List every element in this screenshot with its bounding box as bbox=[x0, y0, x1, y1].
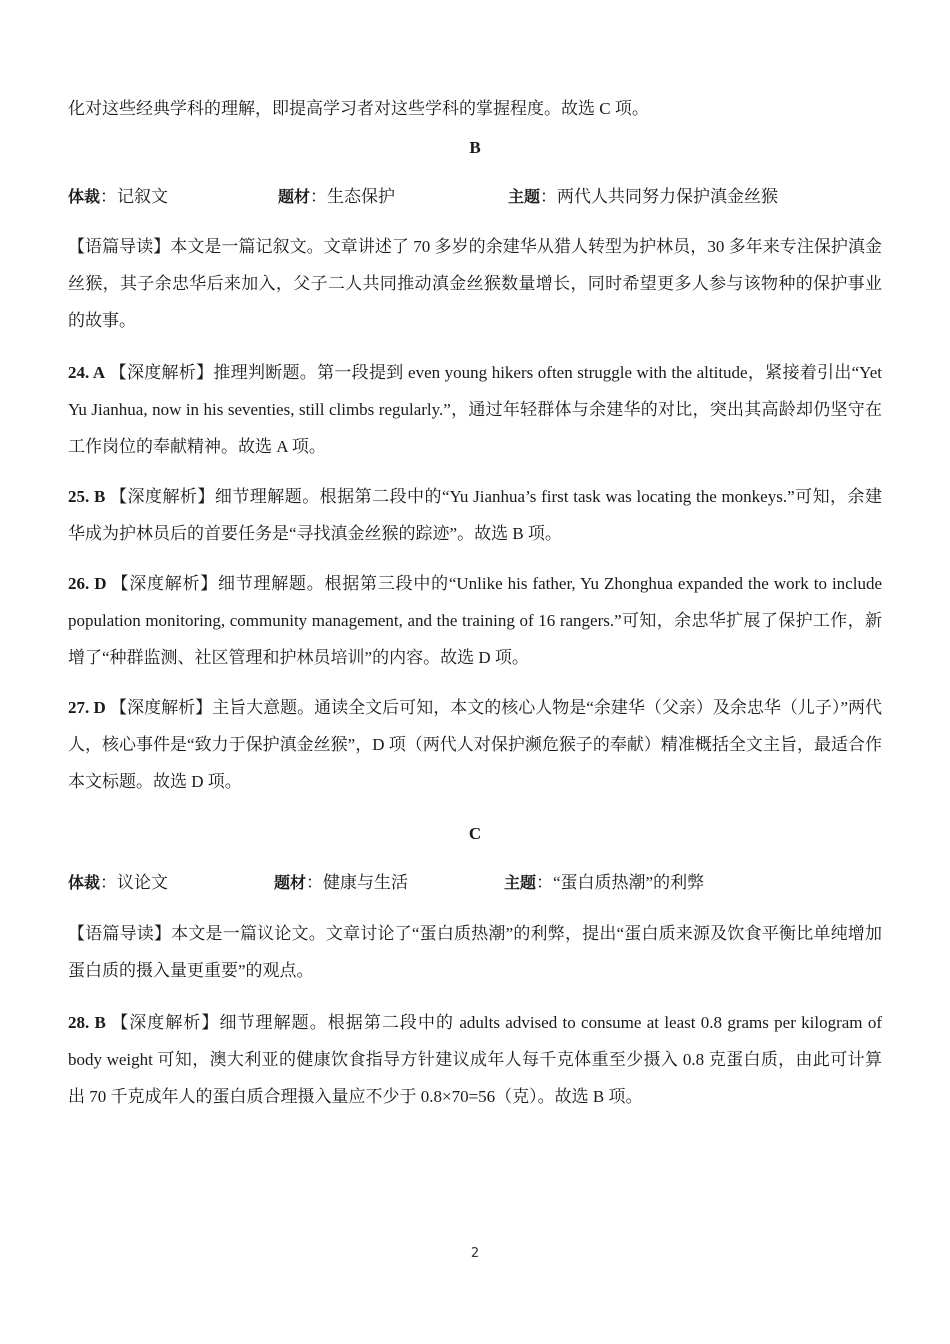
section-c-intro: 【语篇导读】本文是一篇议论文。文章讨论了“蛋白质热潮”的利弊，提出“蛋白质来源及饮食平衡比单纯增加蛋白质的摄入量更重要”的观点。 bbox=[68, 924, 882, 980]
continued-text: 化对这些经典学科的理解，即提高学习者对这些学科的掌握程度。故选 C 项。 bbox=[68, 99, 649, 118]
theme-field: 主题：“蛋白质热潮”的利弊 bbox=[504, 873, 705, 892]
topic-field: 题材：健康与生活 bbox=[274, 873, 409, 892]
section-c-heading: C bbox=[468, 824, 482, 843]
genre-field: 体裁：记叙文 bbox=[68, 187, 169, 206]
section-b-intro: 【语篇导读】本文是一篇记叙文。文章讲述了 70 多岁的余建华从猎人转型为护林员，30 多年来专注保护滇金丝猴，其子余忠华后来加入，父子二人共同推动滇金丝猴数量增长，同时希望更多人参与该物种的保护事业的故事。 bbox=[68, 237, 882, 330]
theme-field: 主题：两代人共同努力保护滇金丝猴 bbox=[508, 187, 779, 206]
genre-field: 体裁：议论文 bbox=[68, 873, 169, 892]
question-26: 26. D 【深度解析】细节理解题。根据第三段中的“Unlike his father, Yu Zhonghua expanded the work to include population monitoring, community management, and the training of 16 rangers.”可知，余忠华扩展了保护工作，新增了“种群监测、社区管理和护林员培训”的内容。故选 D 项。 bbox=[68, 574, 882, 667]
topic-field: 题材：生态保护 bbox=[278, 187, 396, 206]
question-27: 27. D 【深度解析】主旨大意题。通读全文后可知，本文的核心人物是“余建华（父亲）及余忠华（儿子）”两代人，核心事件是“致力于保护滇金丝猴”，D 项（两代人对保护濒危猴子的奉献）精准概括全文主旨，最适合作本文标题。故选 D 项。 bbox=[68, 698, 883, 791]
section-b-heading: B bbox=[469, 138, 481, 157]
page-number: 2 bbox=[470, 1246, 480, 1261]
question-28: 28. B 【深度解析】细节理解题。根据第二段中的 adults advised to consume at least 0.8 grams per kilogram of body weight 可知，澳大利亚的健康饮食指导方针建议成年人每千克体重至少摄入 0.8 克蛋白质，由此可计算出 70 千克成年人的蛋白质合理摄入量应不少于 0.8×70=56（克）。故选 B 项。 bbox=[68, 1013, 882, 1106]
question-24: 24. A 【深度解析】推理判断题。第一段提到 even young hikers often struggle with the altitude，紧接着引出“Yet Yu Jianhua, now in his seventies, still climbs regularly.”，通过年轻群体与余建华的对比，突出其高龄却仍坚守在工作岗位的奉献精神。故选 A 项。 bbox=[68, 363, 882, 456]
question-25: 25. B 【深度解析】细节理解题。根据第二段中的“Yu Jianhua’s first task was locating the monkeys.”可知，余建华成为护林员后的首要任务是“寻找滇金丝猴的踪迹”。故选 B 项。 bbox=[68, 487, 882, 543]
